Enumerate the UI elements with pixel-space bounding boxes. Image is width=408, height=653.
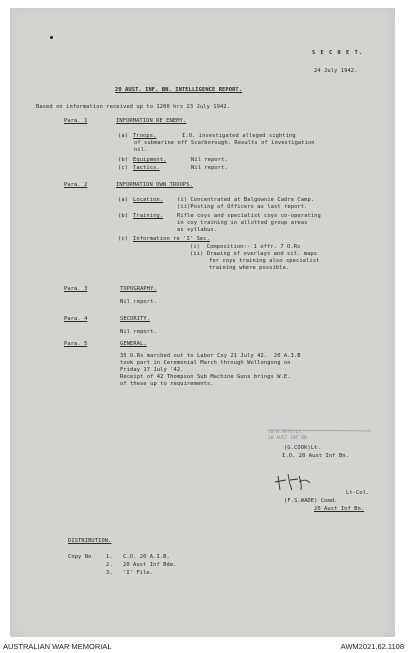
distribution-to: 20 Aust Inf Bde. bbox=[123, 562, 177, 568]
para5-heading: GENERAL. bbox=[120, 341, 147, 347]
para2-a-key: (a) bbox=[118, 197, 129, 203]
classification: S E C R E T. bbox=[312, 50, 363, 56]
para1-label: Para. 1 bbox=[64, 118, 88, 124]
para1-c-field: Tactics. bbox=[133, 165, 160, 171]
para1-a-field: Troops. bbox=[133, 133, 157, 139]
para5-line: took part in Ceremonial March through Wollongong on bbox=[120, 360, 291, 366]
para1-c-key: (c) bbox=[118, 165, 129, 171]
para1-a-cont2: nil. bbox=[134, 147, 148, 153]
para2-a-field: Location. bbox=[133, 197, 164, 203]
distribution-no: 1. bbox=[106, 554, 113, 560]
distribution-no: 2. bbox=[106, 562, 113, 568]
para1-b-key: (b) bbox=[118, 157, 129, 163]
para4-label: Para. 4 bbox=[64, 316, 88, 322]
co-rank: Lt-Col. bbox=[346, 490, 370, 496]
para2-c-i: (i) Composition:- 1 offr. 7 O.Rs bbox=[190, 244, 301, 250]
para2-b-cont1: in coy training in allotted group areas bbox=[177, 220, 308, 226]
co-unit: 20 Aust Inf Bn. bbox=[314, 506, 365, 512]
report-basis: Based on information received up to 1200 hrs 23 July 1942. bbox=[36, 104, 231, 110]
para3-heading: TOPOGRAPHY. bbox=[120, 286, 157, 292]
para2-c-key: (c) bbox=[118, 236, 129, 242]
para3-label: Para. 3 bbox=[64, 286, 88, 292]
para2-c-ii: (ii) Drawing of overlays and sit. maps bbox=[190, 251, 318, 257]
para2-b-cont2: as syllabus. bbox=[177, 227, 218, 233]
para2-a-text: (i) Concentrated at Balgownie Cadre Camp. bbox=[177, 197, 315, 203]
para2-c-ii2: for coys training also specialist bbox=[209, 258, 320, 264]
para2-label: Para. 2 bbox=[64, 182, 88, 188]
para5-line: Receipt of 42 Thompson Sub Machine Guns brings W.E. bbox=[120, 374, 291, 380]
para1-c-text: Nil report. bbox=[191, 165, 228, 171]
para2-c-ii3: training where possible. bbox=[209, 265, 290, 271]
para3-text: Nil report. bbox=[120, 299, 157, 305]
para1-a-text: I.O. investigated alleged sighting bbox=[182, 133, 296, 139]
para2-b-field: Training. bbox=[133, 213, 164, 219]
para5-line: 35 O.Rs marched out to Labor Coy 21 July 42. 20 A.I.B bbox=[120, 353, 301, 359]
para5-label: Para. 5 bbox=[64, 341, 88, 347]
distribution-no: 3. bbox=[106, 570, 113, 576]
para1-b-text: Nil report. bbox=[191, 157, 228, 163]
para2-b-text: Rifle coys and specialist coys co-operating bbox=[177, 213, 321, 219]
para2-c-field: Information re 'I' Sec. bbox=[133, 236, 210, 242]
distribution-to: 'I' File. bbox=[123, 570, 154, 576]
report-title: 20 AUST. INF. BN. INTELLIGENCE REPORT. bbox=[115, 87, 243, 93]
para5-line: Friday 17 July '42. bbox=[120, 367, 184, 373]
para5-line: of these up to requirements. bbox=[120, 381, 214, 387]
copy-label: Copy No bbox=[68, 554, 92, 560]
stamp-line: 20 AUST INF BN bbox=[268, 435, 307, 441]
io-role: I.O. 20 Aust Inf Bn. bbox=[282, 453, 349, 459]
para4-heading: SECURITY. bbox=[120, 316, 151, 322]
report-date: 24 July 1942. bbox=[314, 68, 358, 74]
para1-a-cont1: of submarine off Scarborough. Results of investigation bbox=[134, 140, 315, 146]
document-page bbox=[10, 8, 395, 637]
footer-institution: AUSTRALIAN WAR MEMORIAL bbox=[3, 642, 112, 651]
distribution-to: C.O. 20 A.I.B. bbox=[123, 554, 170, 560]
stamp-line: (D.A.MAYO)Lt. bbox=[268, 430, 304, 435]
distribution-heading: DISTRIBUTION. bbox=[68, 538, 112, 544]
para1-b-field: Equipment. bbox=[133, 157, 167, 163]
para1-heading: INFORMATION RE ENEMY. bbox=[116, 118, 187, 124]
archive-footer bbox=[0, 638, 408, 653]
para2-b-key: (b) bbox=[118, 213, 129, 219]
footer-accession-number: AWM2021.62.1108 bbox=[340, 642, 404, 651]
co-name: (F.S.WADE) Comd. bbox=[284, 498, 338, 504]
stamp-line-mark bbox=[265, 426, 375, 436]
para4-text: Nil report. bbox=[120, 329, 157, 335]
handwritten-signature bbox=[272, 470, 322, 496]
para2-a-cont1: (ii)Posting of Officers as last report. bbox=[177, 204, 308, 210]
punch-hole bbox=[50, 36, 53, 39]
io-name: (G.COOK)Lt. bbox=[284, 445, 321, 451]
para1-a-key: (a) bbox=[118, 133, 129, 139]
para2-heading: INFORMATION OWN TROOPS. bbox=[116, 182, 193, 188]
